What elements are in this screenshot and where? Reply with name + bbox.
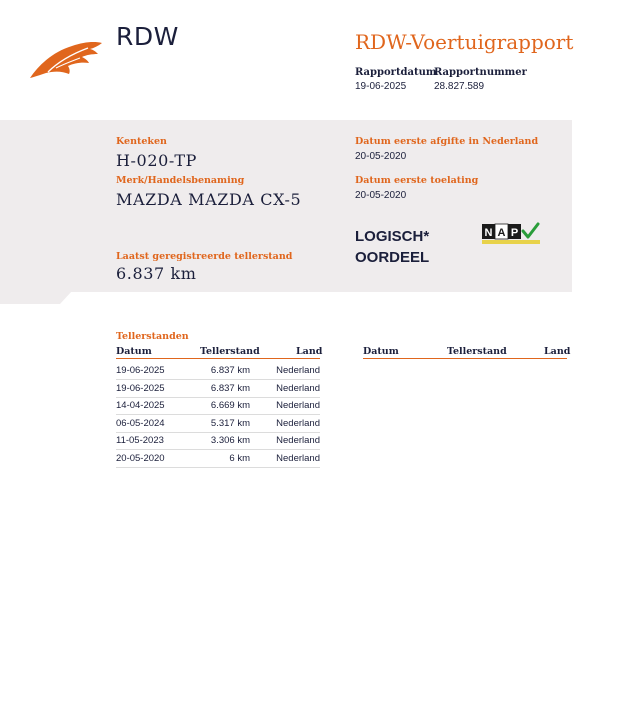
- cell-datum: 19-06-2025: [116, 382, 165, 394]
- col-land-right: Land: [544, 346, 571, 357]
- panel-tail: [0, 291, 60, 304]
- cell-datum: 11-05-2023: [116, 435, 164, 446]
- nap-logo-icon: [482, 222, 540, 246]
- col-datum-right: Datum: [363, 346, 399, 357]
- cell-tellerstand: 5.317 km: [210, 417, 250, 429]
- verdict: [355, 226, 429, 268]
- report-number-label: Rapportnummer: [434, 67, 527, 78]
- merk-value: MAZDA MAZDA CX-5: [116, 190, 302, 209]
- table-header-rule-right: [363, 358, 567, 359]
- odometer-value: 6.837 km: [116, 264, 197, 283]
- row-divider: [116, 414, 320, 415]
- row-divider: [116, 432, 320, 433]
- nap-letter-p: P: [510, 227, 519, 239]
- kenteken-label: Kenteken: [116, 136, 167, 147]
- row-divider: [116, 449, 320, 450]
- report-title: RDW-Voertuigrapport: [355, 30, 574, 54]
- kenteken-value: H-020-TP: [116, 151, 197, 170]
- cell-tellerstand: 6.669 km: [210, 400, 250, 411]
- cell-land: Nederland: [276, 452, 320, 464]
- nap-letter-n: N: [484, 227, 493, 239]
- cell-datum: 14-04-2025: [116, 400, 165, 411]
- cell-tellerstand: 6.837 km: [210, 365, 250, 376]
- table-header-rule-left: [116, 358, 320, 359]
- cell-datum: 20-05-2020: [116, 452, 165, 464]
- brand-name: RDW: [116, 22, 179, 51]
- col-tellerstand-left: Tellerstand: [200, 346, 260, 357]
- cell-datum: 06-05-2024: [116, 417, 165, 429]
- cell-land: Nederland: [276, 435, 320, 446]
- col-tellerstand-right: Tellerstand: [447, 346, 507, 357]
- report-date: 19-06-2025: [355, 81, 407, 92]
- row-divider: [116, 467, 320, 468]
- rdw-logo-icon: [28, 38, 104, 80]
- cell-land: Nederland: [276, 400, 320, 411]
- table-title: Tellerstanden: [116, 331, 189, 342]
- report-date-label: Rapportdatum: [355, 67, 437, 78]
- cell-land: Nederland: [276, 417, 320, 429]
- cell-tellerstand: 6 km: [229, 452, 250, 464]
- merk-label: Merk/Handelsbenaming: [116, 175, 245, 186]
- row-divider: [116, 397, 320, 398]
- report-number: 28.827.589: [434, 81, 485, 92]
- first-admission-value: 20-05-2020: [355, 190, 407, 201]
- cell-datum: 19-06-2025: [116, 365, 165, 376]
- first-nl-label: Datum eerste afgifte in Nederland: [355, 136, 539, 147]
- verdict-line-1: LOGISCH*: [355, 228, 430, 245]
- cell-tellerstand: 3.306 km: [210, 435, 250, 446]
- panel-tail-corner: [60, 291, 72, 304]
- row-divider: [116, 379, 320, 380]
- col-datum-left: Datum: [116, 346, 152, 357]
- cell-land: Nederland: [276, 365, 320, 376]
- checkmark-icon: [523, 224, 538, 237]
- cell-tellerstand: 6.837 km: [210, 382, 250, 394]
- nap-letter-a: A: [497, 227, 506, 239]
- cell-land: Nederland: [276, 382, 320, 394]
- first-nl-value: 20-05-2020: [355, 151, 407, 162]
- col-land-left: Land: [296, 346, 323, 357]
- first-admission-label: Datum eerste toelating: [355, 175, 479, 186]
- odometer-label: Laatst geregistreerde tellerstand: [116, 251, 293, 262]
- verdict-line-2: OORDEEL: [355, 249, 430, 266]
